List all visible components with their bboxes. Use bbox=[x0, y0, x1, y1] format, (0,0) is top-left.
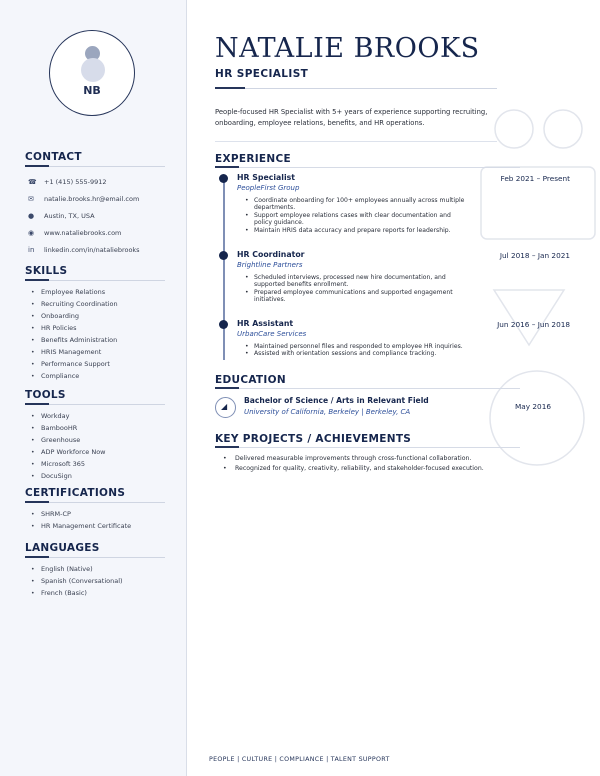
contact-website[interactable] bbox=[25, 224, 165, 241]
job-bullets bbox=[245, 343, 470, 358]
summary-divider bbox=[215, 141, 497, 142]
main-content bbox=[209, 0, 600, 776]
skills-title: SKILLS bbox=[25, 265, 68, 277]
tool-item: • DocuSign bbox=[25, 470, 165, 482]
location-icon: ● bbox=[28, 211, 35, 220]
contact-section bbox=[25, 151, 165, 258]
contact-email-text[interactable]: natalie.brooks.hr@email.com bbox=[44, 194, 140, 203]
contact-title: CONTACT bbox=[25, 151, 82, 163]
job-bullet: • Maintain HRIS data accuracy and prepare reports for leadership. bbox=[245, 227, 470, 234]
job-bullet: • Maintained personnel files and responded to employee HR inquiries. bbox=[245, 343, 470, 350]
certification-item: • HR Management Certificate bbox=[25, 520, 165, 532]
contact-website-text[interactable]: www.nataliebrooks.com bbox=[44, 228, 122, 237]
contact-location-text: Austin, TX, USA bbox=[44, 211, 95, 220]
languages-section bbox=[25, 542, 165, 599]
skill-item: • HRIS Management bbox=[25, 346, 165, 358]
footer-tagline: PEOPLE | CULTURE | COMPLIANCE | TALENT SUPPORT bbox=[209, 756, 390, 763]
tool-item: • ADP Workforce Now bbox=[25, 446, 165, 458]
skills-section bbox=[25, 265, 165, 382]
phone-icon: ☎ bbox=[28, 177, 37, 186]
project-item: • Recognized for quality, creativity, reliability, and stakeholder-focused execution. bbox=[215, 464, 515, 474]
skill-item: • HR Policies bbox=[25, 322, 165, 334]
job-bullet: • Prepared employee communications and supported engagement initiatives. bbox=[245, 289, 470, 304]
skill-item: • Performance Support bbox=[25, 358, 165, 370]
tool-item: • Microsoft 365 bbox=[25, 458, 165, 470]
skill-item: • Benefits Administration bbox=[25, 334, 165, 346]
timeline-dot bbox=[219, 174, 228, 183]
certifications-divider bbox=[25, 502, 165, 503]
job-company: UrbanCare Services bbox=[237, 330, 307, 338]
avatar bbox=[49, 30, 135, 116]
skill-item: • Employee Relations bbox=[25, 286, 165, 298]
language-item: • French (Basic) bbox=[25, 587, 165, 599]
experience-divider bbox=[215, 167, 520, 168]
candidate-name: NATALIE BROOKS bbox=[215, 33, 480, 64]
languages-title: LANGUAGES bbox=[25, 542, 100, 554]
timeline-dot bbox=[219, 320, 228, 329]
skill-item: • Recruiting Coordination bbox=[25, 298, 165, 310]
project-item: • Delivered measurable improvements through cross-functional collaboration. bbox=[215, 454, 515, 464]
skill-item: • Compliance bbox=[25, 370, 165, 382]
job-bullets bbox=[245, 274, 470, 304]
sidebar bbox=[0, 0, 187, 776]
job-bullet: • Scheduled interviews, processed new hire documentation, and supported benefits enrollment. bbox=[245, 274, 470, 289]
title-divider bbox=[215, 88, 497, 89]
tools-section bbox=[25, 389, 165, 482]
job-title: HR Coordinator bbox=[237, 250, 305, 259]
skill-item: • Onboarding bbox=[25, 310, 165, 322]
education-school: University of California, Berkeley | Berkeley, CA bbox=[244, 408, 411, 416]
language-item: • Spanish (Conversational) bbox=[25, 575, 165, 587]
job-company: PeopleFirst Group bbox=[237, 184, 300, 192]
certifications-section bbox=[25, 487, 165, 532]
globe-icon: ◉ bbox=[28, 228, 35, 237]
avatar-initials: NB bbox=[83, 84, 101, 97]
education-date: May 2016 bbox=[515, 402, 551, 411]
projects-list bbox=[215, 454, 515, 473]
avatar-body-shape bbox=[81, 58, 105, 82]
contact-divider bbox=[25, 166, 165, 167]
projects-divider bbox=[215, 447, 520, 448]
tools-title: TOOLS bbox=[25, 389, 66, 401]
summary-text: People-focused HR Specialist with 5+ years of experience supporting recruiting, onboarding, employee relations, benefits, and HR operations. bbox=[215, 108, 488, 127]
certifications-title: CERTIFICATIONS bbox=[25, 487, 126, 499]
job-dates: Feb 2021 – Present bbox=[500, 174, 570, 183]
languages-divider bbox=[25, 557, 165, 558]
experience-title: EXPERIENCE bbox=[215, 153, 291, 165]
job-title: HR Assistant bbox=[237, 319, 294, 328]
tools-divider bbox=[25, 404, 165, 405]
contact-phone-text: +1 (415) 555-9912 bbox=[44, 177, 107, 186]
contact-email[interactable] bbox=[25, 190, 165, 207]
job-dates: Jul 2018 – Jan 2021 bbox=[499, 251, 570, 260]
contact-phone bbox=[25, 173, 165, 190]
graduation-icon: ◢ bbox=[215, 397, 236, 418]
education-degree: Bachelor of Science / Arts in Relevant Field bbox=[244, 396, 429, 405]
projects-title: KEY PROJECTS / ACHIEVEMENTS bbox=[215, 433, 412, 445]
tool-item: • BambooHR bbox=[25, 422, 165, 434]
contact-location bbox=[25, 207, 165, 224]
job-bullet: • Support employee relations cases with clear documentation and policy guidance. bbox=[245, 212, 470, 227]
job-dates: Jun 2016 – Jun 2018 bbox=[497, 320, 570, 329]
tool-item: • Workday bbox=[25, 410, 165, 422]
skills-divider bbox=[25, 280, 165, 281]
job-bullet: • Assisted with orientation sessions and compliance tracking. bbox=[245, 350, 470, 357]
linkedin-icon: in bbox=[28, 245, 35, 254]
job-bullet: • Coordinate onboarding for 100+ employees annually across multiple departments. bbox=[245, 197, 470, 212]
job-company: Brightline Partners bbox=[237, 261, 303, 269]
job-title: HR Specialist bbox=[237, 173, 295, 182]
contact-linkedin[interactable] bbox=[25, 241, 165, 258]
email-icon: ✉ bbox=[28, 194, 34, 203]
tool-item: • Greenhouse bbox=[25, 434, 165, 446]
language-item: • English (Native) bbox=[25, 563, 165, 575]
certification-item: • SHRM-CP bbox=[25, 508, 165, 520]
timeline-dot bbox=[219, 251, 228, 260]
job-bullets bbox=[245, 197, 470, 234]
education-title: EDUCATION bbox=[215, 374, 286, 386]
education-divider bbox=[215, 388, 520, 389]
contact-linkedin-text[interactable]: linkedin.com/in/nataliebrooks bbox=[44, 245, 140, 254]
candidate-title: HR SPECIALIST bbox=[215, 68, 309, 80]
timeline-line bbox=[223, 180, 225, 360]
